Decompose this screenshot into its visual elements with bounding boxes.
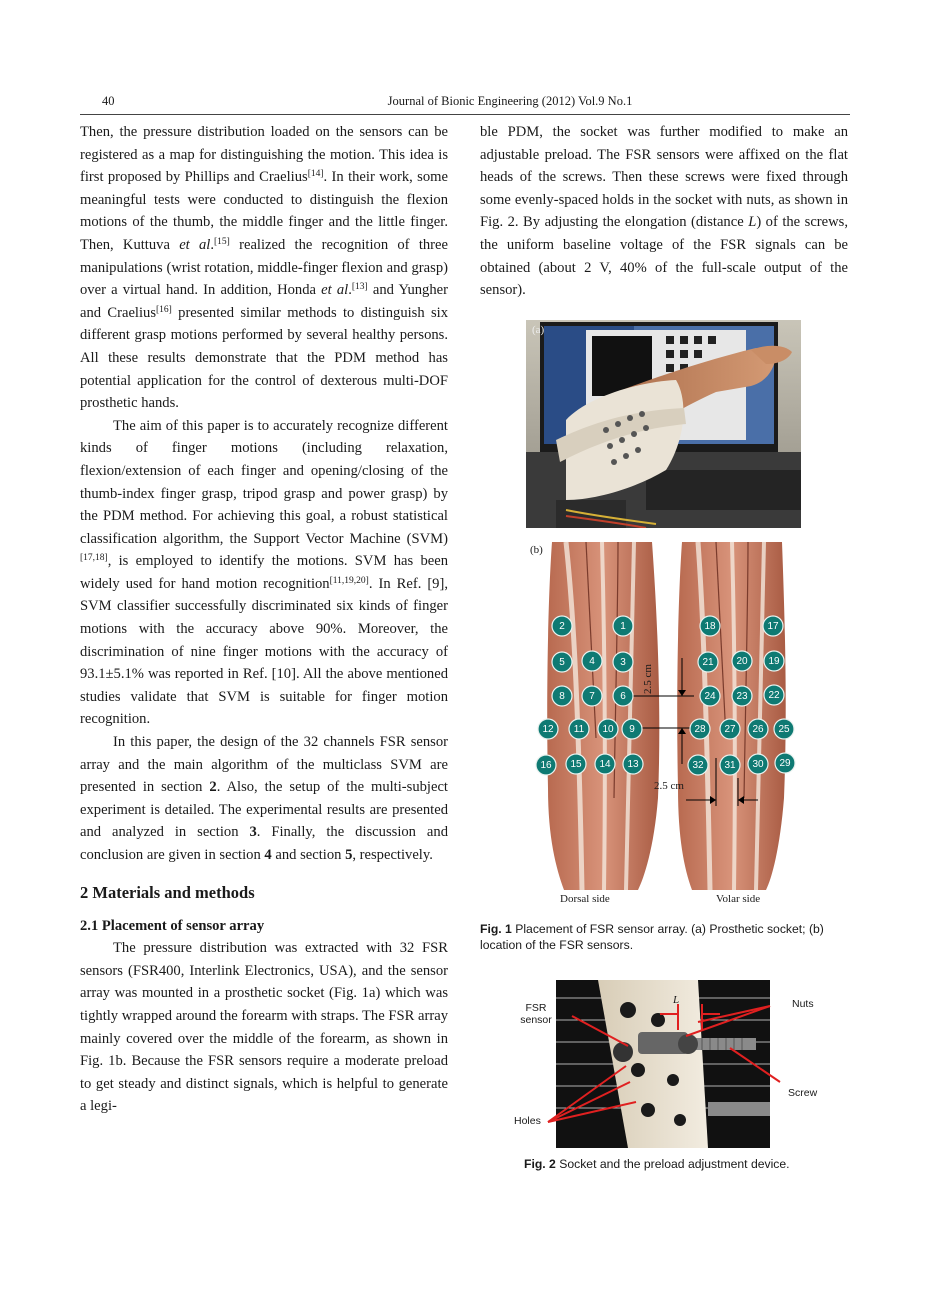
fsr-sensor-23 — [732, 686, 752, 706]
fsr-sensor-14 — [595, 754, 615, 774]
svg-text:19: 19 — [768, 656, 780, 667]
fsr-sensor-17 — [763, 616, 783, 636]
svg-text:24: 24 — [704, 691, 716, 702]
fsr-sensor-7 — [582, 686, 602, 706]
svg-text:14: 14 — [599, 759, 611, 770]
fsr-sensor-24 — [700, 686, 720, 706]
svg-text:2: 2 — [559, 621, 565, 632]
fsr-sensor-32 — [688, 755, 708, 775]
fsr-sensor-11 — [569, 719, 589, 739]
figure-1a-photo — [526, 320, 801, 528]
citation[interactable]: [14] — [307, 169, 324, 180]
citation[interactable]: [17,18] — [80, 553, 108, 564]
svg-text:16: 16 — [540, 760, 552, 771]
fsr-sensor-31 — [720, 755, 740, 775]
dorsal-side-label: Dorsal side — [560, 893, 610, 905]
svg-text:11: 11 — [573, 724, 585, 735]
figure-2-photo — [508, 980, 826, 1148]
svg-text:7: 7 — [589, 691, 595, 702]
fsr-sensor-2 — [552, 616, 572, 636]
running-header — [80, 92, 850, 115]
fsr-sensor-26 — [748, 719, 768, 739]
svg-text:12: 12 — [542, 724, 554, 735]
page-number: 40 — [102, 94, 115, 108]
fsr-sensor-label: FSR sensor — [520, 1002, 552, 1026]
svg-text:30: 30 — [752, 759, 764, 770]
svg-text:4: 4 — [589, 656, 595, 667]
svg-text:6: 6 — [620, 691, 626, 702]
svg-text:13: 13 — [627, 759, 639, 770]
svg-text:15: 15 — [570, 759, 582, 770]
paragraph-aim: The aim of this paper is to accurately recognize different kinds of finger motions (including relaxation, flexion/extension of each finger and opening/closing of the thumb-index finger grasp, tripod grasp and power grasp) by the PDM method. For achieving this goal, a robust statistical classification algorithm, the Support Vector Machine (SVM)[17,18], is employed to identify the motions. SVM has been widely used for hand motion recognition[11,19,20]. In Ref. [9], SVM classifier successfully discriminated six kinds of finger motions with the accuracy above 90%. Moreover, the discrimination of nine finger motions with the accuracy of 93.1±5.1% was reported in Ref. [10]. All the above mentioned studies validate that SVM is suitable for finger motion recognition. — [80, 417, 448, 728]
paragraph-socket: ble PDM, the socket was further modified to make an adjustable preload. The FSR sensors were affixed on the flat heads of the screws. Then these screws were fixed through some evenly-spaced holds in the socket with nuts, as shown in Fig. 2. By adjusting the elongation (distance L) of the screws, the uniform baseline voltage of the FSR signals can be obtained (about 2 V, 40% of the full-scale output of the sensor). — [480, 124, 849, 299]
figure-1a-label: (a) — [532, 324, 545, 336]
fsr-sensor-16 — [536, 755, 556, 775]
svg-text:29: 29 — [779, 758, 791, 769]
fsr-sensor-18 — [700, 616, 720, 636]
holes-label: Holes — [514, 1115, 541, 1127]
svg-text:28: 28 — [694, 724, 706, 735]
paragraph-intro-continued: Then, the pressure distribution loaded on the sensors can be registered as a map for distinguishing the motion. This idea is first proposed by Phillips and Craelius[14]. In their work, some meaningful tests were conducted to distinguish the flexion motions of the thumb, the middle finger and the little finger. Then, Kuttuva et al.[15] realized the recognition of three manipulations (wrist rotation, middle-finger flexion and grasp) over a virtual hand. In addition, Honda et al.[13] and Yungher and Craelius[16] presented similar methods to distinguish six different grasp motions performed by several healthy persons. All these results demonstrate that the PDM method has potential application for the control of dexterous multi-DOF prosthetic hands. — [80, 124, 448, 412]
fsr-sensor-3 — [613, 652, 633, 672]
svg-text:21: 21 — [702, 657, 714, 668]
fsr-sensor-12 — [538, 719, 558, 739]
fsr-sensor-5 — [552, 652, 572, 672]
fsr-sensor-28 — [690, 719, 710, 739]
svg-text:5: 5 — [559, 657, 565, 668]
citation[interactable]: [16] — [156, 304, 172, 315]
volar-side-label: Volar side — [716, 893, 761, 905]
dimension-horizontal: 2.5 cm — [654, 780, 684, 792]
svg-text:32: 32 — [692, 760, 704, 771]
figure-1b-label: (b) — [530, 544, 543, 556]
citation[interactable]: [11,19,20] — [329, 575, 369, 586]
svg-text:27: 27 — [724, 724, 736, 735]
svg-text:10: 10 — [602, 724, 614, 735]
svg-text:26: 26 — [752, 724, 764, 735]
svg-text:9: 9 — [629, 724, 635, 735]
svg-text:22: 22 — [768, 690, 780, 701]
fsr-sensor-9 — [622, 719, 642, 739]
figure-1-caption: Fig. 1 Placement of FSR sensor array. (a) Prosthetic socket; (b) location of the FSR sensors. — [480, 922, 824, 952]
paragraph-sensor-array: The pressure distribution was extracted with 32 FSR sensors (FSR400, Interlink Electronics, USA), and the sensor array was mounted in a prosthetic socket (Fig. 1a) which was tightly wrapped around the forearm with straps. The FSR array mainly covered over the middle of the forearm, as shown in Fig. 1b. Because the FSR sensors require a moderate preload to get steady and distinct signals, which is helpful to generate a legi- — [80, 940, 448, 1115]
svg-text:17: 17 — [767, 621, 779, 632]
screw-label: Screw — [788, 1087, 818, 1099]
svg-text:18: 18 — [704, 621, 716, 632]
fsr-sensor-15 — [566, 754, 586, 774]
paragraph-outline: In this paper, the design of the 32 channels FSR sensor array and the main algorithm of the multiclass SVM are presented in section 2. Also, the setup of the multi-subject experiment is detailed. The experimental results are presented and analyzed in section 3. Finally, the discussion and conclusion are given in section 4 and section 5, respectively. — [80, 734, 448, 863]
left-column — [80, 121, 448, 1118]
fsr-sensor-13 — [623, 754, 643, 774]
figure-1b-diagram — [526, 538, 801, 910]
fsr-sensor-10 — [598, 719, 618, 739]
svg-text:25: 25 — [778, 724, 790, 735]
fsr-sensor-8 — [552, 686, 572, 706]
citation[interactable]: [13] — [351, 282, 368, 293]
svg-text:23: 23 — [736, 691, 748, 702]
fsr-sensor-25 — [774, 719, 794, 739]
citation[interactable]: [15] — [214, 236, 230, 247]
fsr-sensor-30 — [748, 754, 768, 774]
fsr-sensor-1 — [613, 616, 633, 636]
journal-title: Journal of Bionic Engineering (2012) Vol.9 No.1 — [387, 94, 633, 108]
svg-text:1: 1 — [620, 621, 626, 632]
subsection-heading: 2.1 Placement of sensor array — [80, 917, 265, 934]
section-heading: 2 Materials and methods — [80, 882, 255, 902]
fsr-sensor-4 — [582, 651, 602, 671]
fsr-sensor-21 — [698, 652, 718, 672]
nuts-label: Nuts — [792, 998, 814, 1010]
fsr-sensor-29 — [775, 753, 795, 773]
fsr-sensor-19 — [764, 651, 784, 671]
right-column — [480, 121, 848, 302]
dimension-vertical: 2.5 cm — [642, 664, 654, 694]
elongation-l-label: L — [673, 994, 680, 1006]
svg-text:31: 31 — [724, 760, 736, 771]
svg-text:20: 20 — [736, 656, 748, 667]
fsr-sensor-22 — [764, 685, 784, 705]
svg-text:8: 8 — [559, 691, 565, 702]
fsr-sensor-6 — [613, 686, 633, 706]
svg-text:3: 3 — [620, 657, 626, 668]
fsr-sensor-20 — [732, 651, 752, 671]
fsr-sensor-27 — [720, 719, 740, 739]
figure-2-caption: Fig. 2 Socket and the preload adjustment device. — [524, 1157, 790, 1171]
